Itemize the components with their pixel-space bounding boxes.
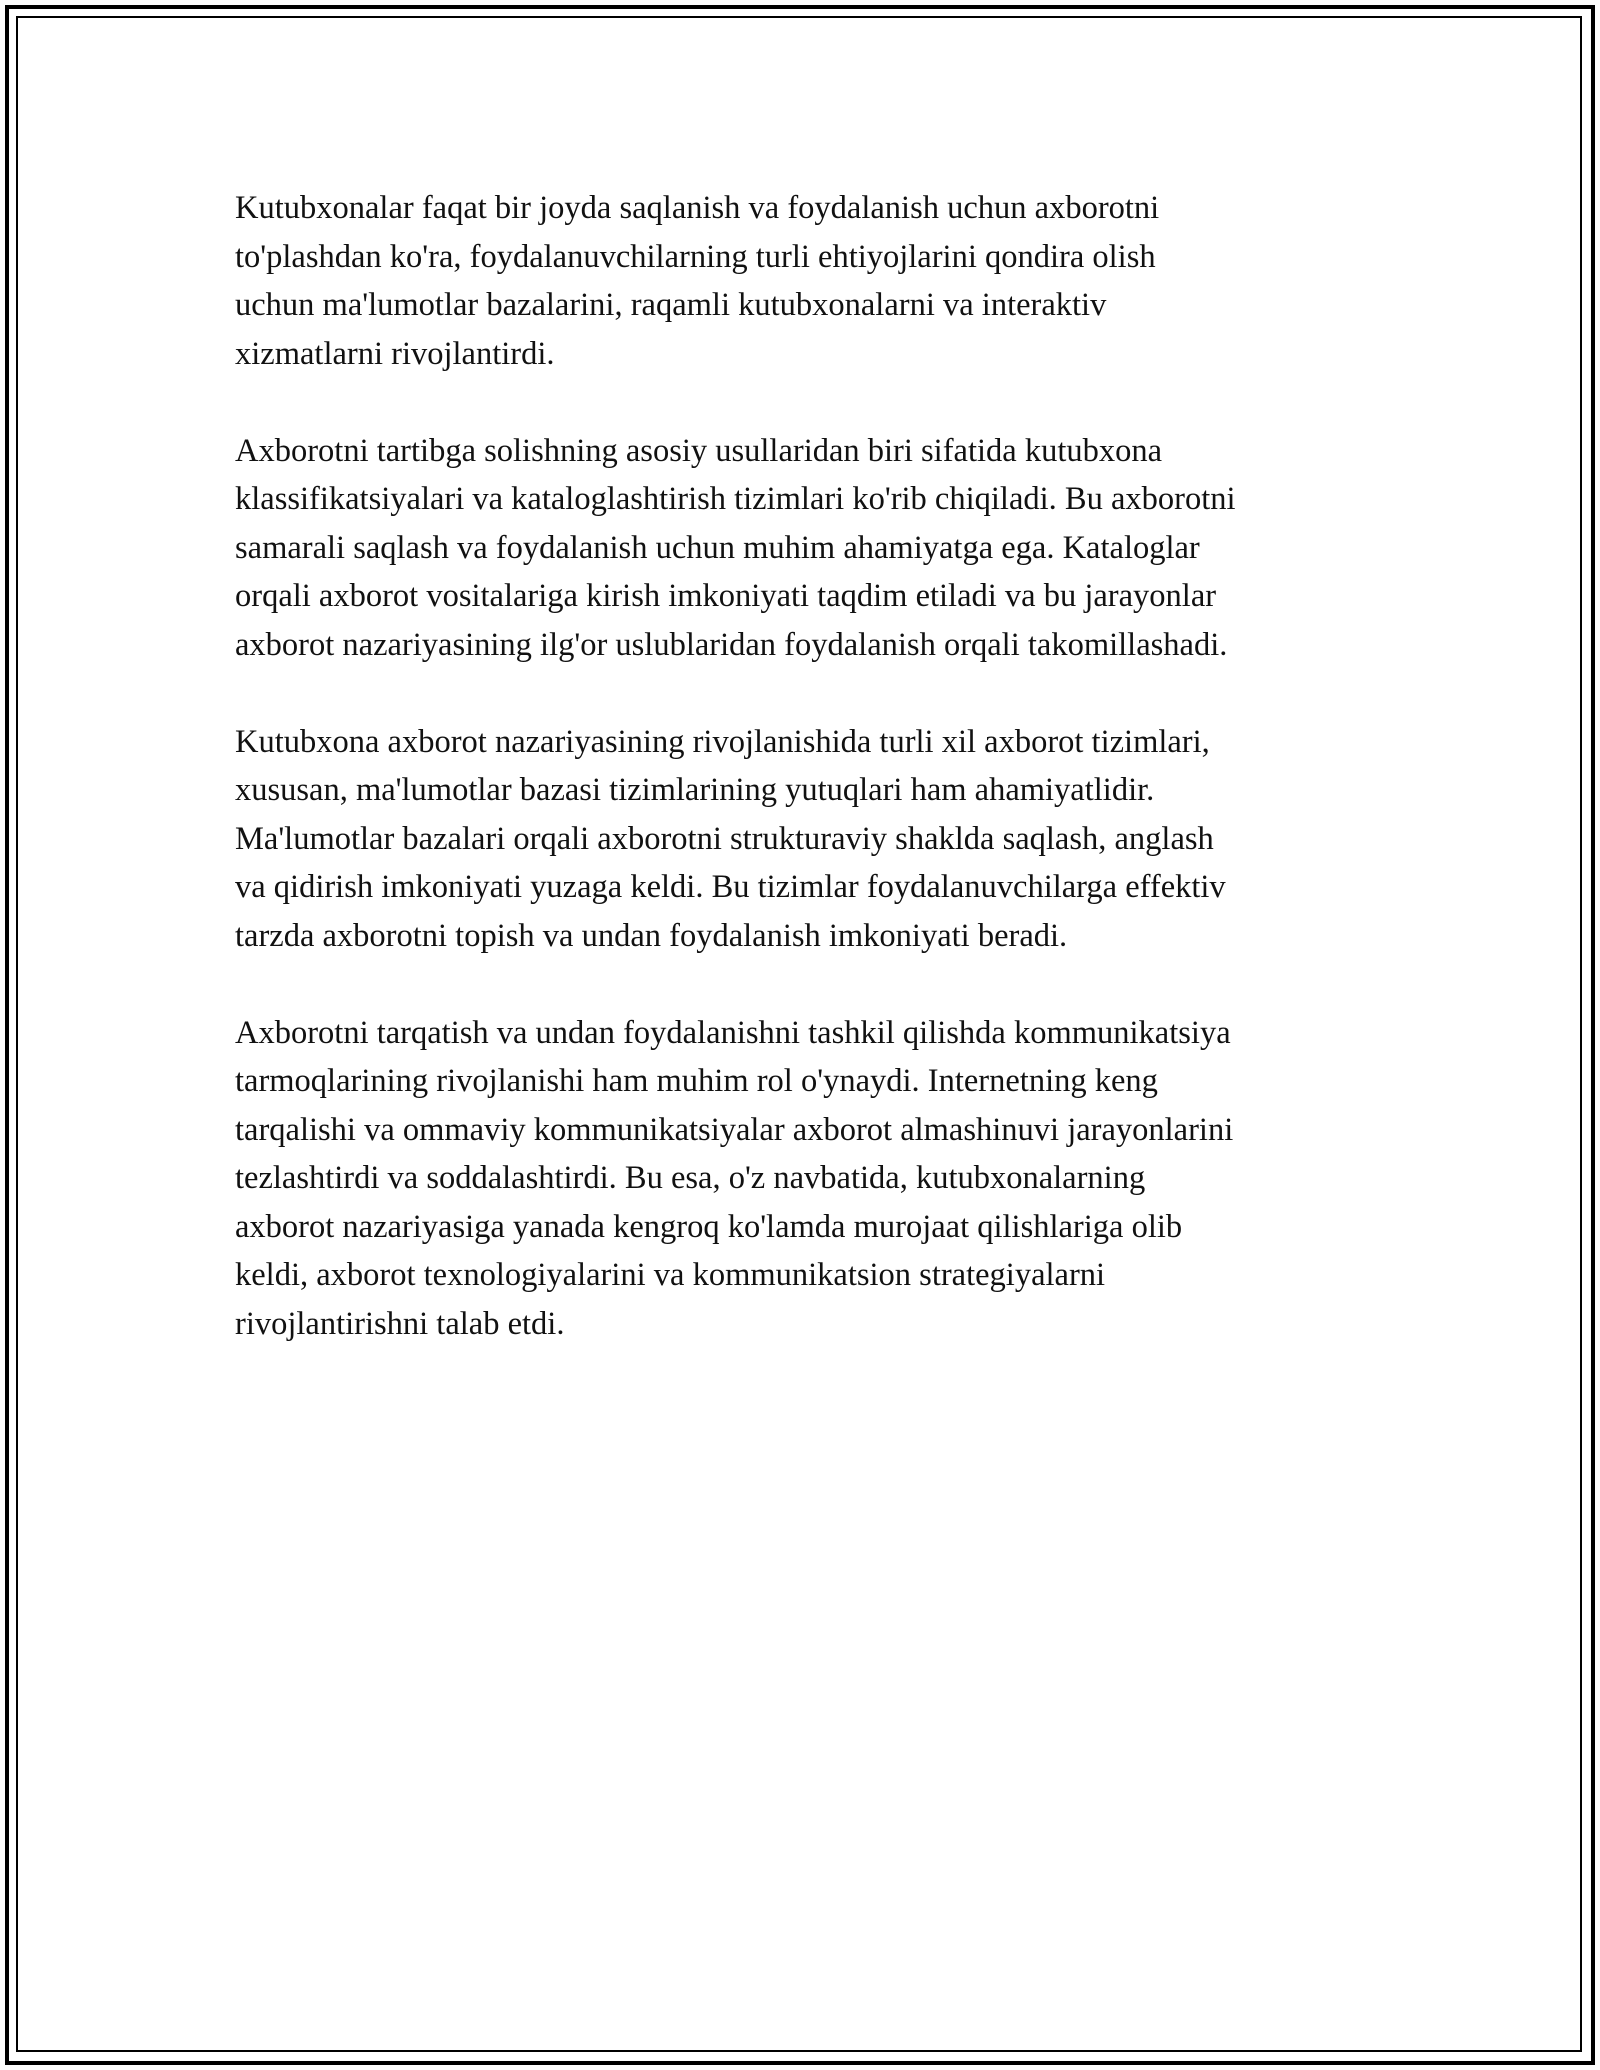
- paragraph-3: Kutubxona axborot nazariyasining rivojlanishida turli xil axborot tizimlari, xususan, ma'lumotlar bazasi tizimlarining yutuqlari ham ahamiyatlidir. Ma'lumotlar bazalari orqali axborotni strukturaviy shaklda saqlash, anglash va qidirish imkoniyati yuzaga keldi. Bu tizimlar foydalanuvchilarga effektiv tarzda axborotni topish va undan foydalanish imkoniyati beradi.: [235, 723, 1226, 954]
- document-body: [235, 184, 1385, 1397]
- paragraph-2: Axborotni tartibga solishning asosiy usullaridan biri sifatida kutubxona klassifikatsiyalari va kataloglashtirish tizimlari ko'rib chiqiladi. Bu axborotni samarali saqlash va foydalanish uchun muhim ahamiyatga ega. Kataloglar orqali axborot vositalariga kirish imkoniyati taqdim etiladi va bu jarayonlar axborot nazariyasining ilg'or uslublaridan foydalanish orqali takomillashadi.: [235, 432, 1236, 663]
- paragraph-1: Kutubxonalar faqat bir joyda saqlanish va foydalanish uchun axborotni to'plashdan ko'ra, foydalanuvchilarning turli ehtiyojlarini qondira olish uchun ma'lumotlar bazalarini, raqamli kutubxonalarni va interaktiv xizmatlarni rivojlantirdi.: [235, 190, 1160, 372]
- paragraph-4: Axborotni tarqatish va undan foydalanishni tashkil qilishda kommunikatsiya tarmoqlarining rivojlanishi ham muhim rol o'ynaydi. Internetning keng tarqalishi va ommaviy kommunikatsiyalar axborot almashinuvi jarayonlarini tezlashtirdi va soddalashtirdi. Bu esa, o'z navbatida, kutubxonalarning axborot nazariyasiga yanada kengroq ko'lamda murojaat qilishlariga olib keldi, axborot texnologiyalarini va kommunikatsion strategiyalarni rivojlantirishni talab etdi.: [235, 1014, 1234, 1342]
